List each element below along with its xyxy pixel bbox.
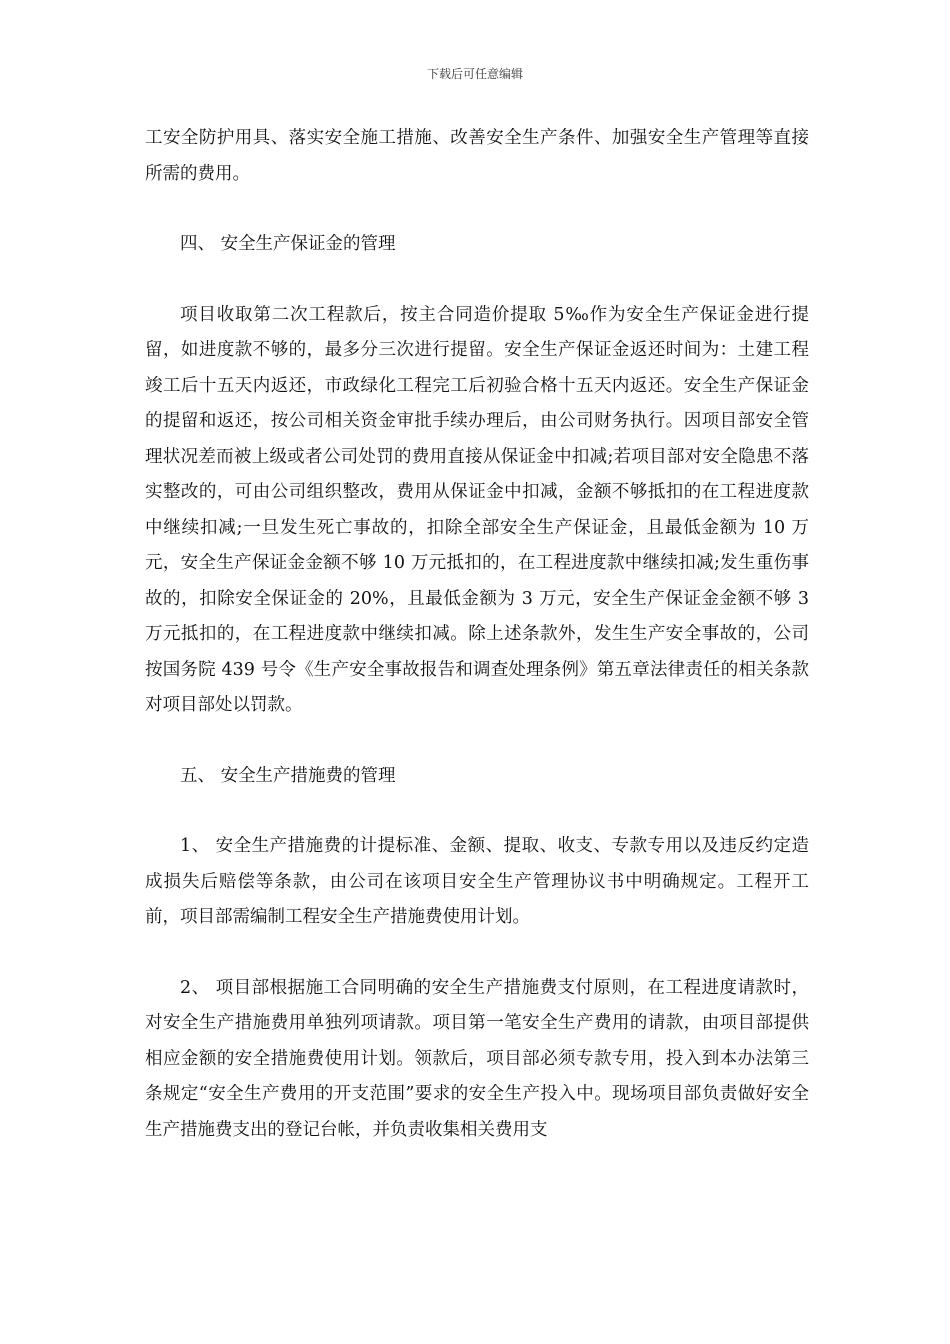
section-heading-5: 五、 安全生产措施费的管理	[180, 765, 396, 786]
document-body	[145, 121, 809, 1148]
page-header: 下载后可任意编辑	[426, 67, 523, 81]
section-heading-4: 四、 安全生产保证金的管理	[180, 234, 396, 254]
paragraph-continued: 工安全防护用具、落实安全施工措施、改善安全生产条件、加强安全生产管理等直接所需的费用。	[145, 128, 809, 184]
paragraph-item-2: 2、 项目部根据施工合同明确的安全生产措施费支付原则，在工程进度请款时，对安全生产措施费用单独列项请款。项目第一笔安全生产费用的请款，由项目部提供相应金额的安全措施费使用计划。领款后，项目部必须专款专用，投入到本办法第三条规定“安全生产费用的开支范围”要求的安全生产投入中。现场项目部负责做好安全生产措施费支出的登记台帐，并负责收集相关费用支	[145, 977, 809, 1140]
paragraph-safety-deposit: 项目收取第二次工程款后，按主合同造价提取 5‰作为安全生产保证金进行提留，如进度款不够的，最多分三次进行提留。安全生产保证金返还时间为：土建工程竣工后十五天内返还，市政绿化工程完工后初验合格十五天内返还。安全生产保证金的提留和返还，按公司相关资金审批手续办理后，由公司财务执行。因项目部安全管理状况差而被上级或者公司处罚的费用直接从保证金中扣减;若项目部对安全隐患不落实整改的，可由公司组织整改，费用从保证金中扣减，金额不够抵扣的在工程进度款中继续扣减;一旦发生死亡事故的，扣除全部安全生产保证金，且最低金额为 10 万元，安全生产保证金金额不够 10 万元抵扣的，在工程进度款中继续扣减;发生重伤事故的，扣除安全保证金的 20%，且最低金额为 3 万元，安全生产保证金金额不够 3 万元抵扣的，在工程进度款中继续扣减。除上述条款外，发生生产安全事故的，公司按国务院 439 号令《生产安全事故报告和调查处理条例》第五章法律责任的相关条款对项目部处以罚款。	[145, 304, 809, 715]
paragraph-item-1: 1、 安全生产措施费的计提标准、金额、提取、收支、专款专用以及违反约定造成损失后赔偿等条款，由公司在该项目安全生产管理协议书中明确规定。工程开工前，项目部需编制工程安全生产措施费使用计划。	[145, 836, 809, 927]
